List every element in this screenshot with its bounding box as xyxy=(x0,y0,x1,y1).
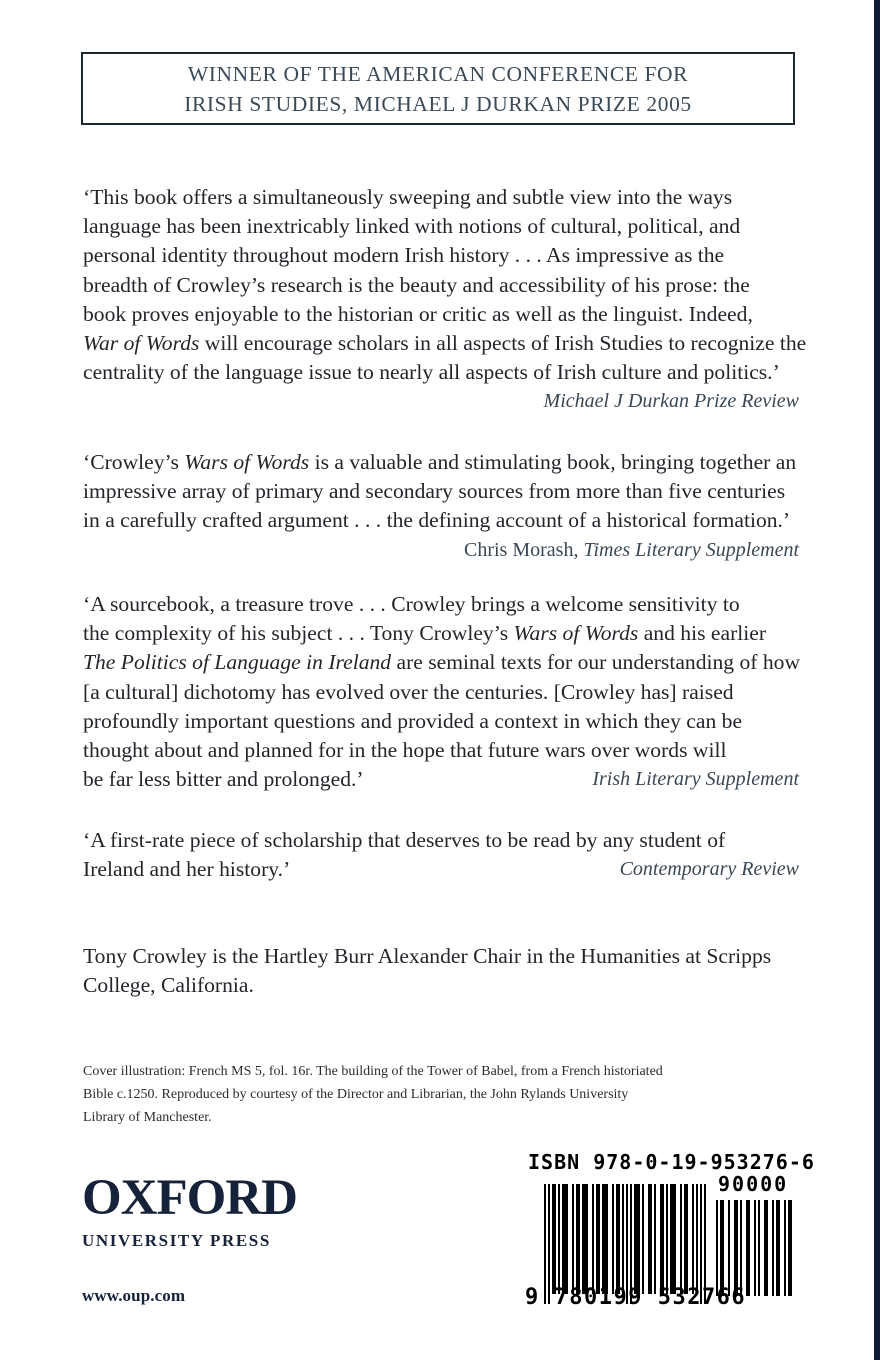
quote-text: the complexity of his subject . . . Tony Crowley’s xyxy=(83,621,514,646)
credit-line: Cover illustration: French MS 5, fol. 16r. The building of the Tower of Babel, from a French historiated xyxy=(83,1064,663,1079)
review-quote-3 xyxy=(83,590,799,794)
book-title: War of Words xyxy=(83,331,200,356)
award-banner xyxy=(81,52,795,125)
publisher-logo xyxy=(82,1172,297,1306)
review-quote-4 xyxy=(83,826,799,884)
review-quote-1 xyxy=(83,183,807,417)
attribution-publication: Times Literary Supplement xyxy=(583,538,799,561)
quote-line: personal identity throughout modern Irish history . . . As impressive as the xyxy=(83,243,725,268)
book-title: Wars of Words xyxy=(513,621,639,646)
quote-line: ‘A sourcebook, a treasure trove . . . Crowley brings a welcome sensitivity to xyxy=(83,592,740,616)
quote-line: profoundly important questions and provided a context in which they can be xyxy=(83,708,743,733)
quote-attribution: Contemporary Review xyxy=(619,858,799,881)
quote-line xyxy=(83,855,799,884)
quote-attribution: Michael J Durkan Prize Review xyxy=(543,390,799,413)
quote-attribution: Irish Literary Supplement xyxy=(592,768,799,791)
award-line-1: WINNER OF THE AMERICAN CONFERENCE FOR xyxy=(187,62,689,86)
barcode-addon-number: 90000 xyxy=(718,1172,789,1196)
quote-line xyxy=(83,329,807,358)
quote-line: in a carefully crafted argument . . . the defining account of a historical formation.’ xyxy=(83,508,791,533)
quote-text: and his earlier xyxy=(638,621,767,646)
quote-line xyxy=(83,619,799,648)
quote-text: are seminal texts for our understanding of how xyxy=(391,650,801,675)
cover-illustration-credit xyxy=(83,1060,783,1129)
quote-line: book proves enjoyable to the historian or critic as well as the linguist. Indeed, xyxy=(83,301,753,326)
quote-line: impressive array of primary and secondary sources from more than five centuries xyxy=(83,479,786,504)
quote-line: thought about and planned for in the hope that future wars over words will xyxy=(83,738,727,763)
book-title: The Politics of Language in Ireland xyxy=(83,650,392,675)
barcode-ean-number: 9 780199 532766 xyxy=(525,1285,747,1310)
isbn-barcode xyxy=(520,1150,815,1320)
quote-line: breadth of Crowley’s research is the beauty and accessibility of his prose: the xyxy=(83,272,750,297)
quote-line: language has been inextricably linked with notions of cultural, political, and xyxy=(83,214,741,239)
quote-line: ‘This book offers a simultaneously sweeping and subtle view into the ways xyxy=(83,185,733,209)
quote-line: ‘A first-rate piece of scholarship that deserves to be read by any student of xyxy=(83,828,726,852)
attribution-name: Chris Morash, xyxy=(464,538,584,561)
award-line-2: IRISH STUDIES, MICHAEL J DURKAN PRIZE 2005 xyxy=(184,92,692,116)
bio-line: Tony Crowley is the Hartley Burr Alexander Chair in the Humanities at Scripps xyxy=(83,944,772,968)
quote-text: Ireland and her history.’ xyxy=(83,857,291,882)
quote-attribution xyxy=(83,536,799,565)
credit-line: Bible c.1250. Reproduced by courtesy of the Director and Librarian, the John Rylands University xyxy=(83,1087,629,1102)
quote-line: [a cultural] dichotomy has evolved over the centuries. [Crowley has] raised xyxy=(83,679,734,704)
quote-text: be far less bitter and prolonged.’ xyxy=(83,767,364,792)
quote-text: will encourage scholars in all aspects of Irish Studies to recognize the xyxy=(199,331,807,356)
quote-text: is a valuable and stimulating book, bringing together an xyxy=(309,450,797,474)
bio-line: College, California. xyxy=(83,973,254,998)
quote-line xyxy=(83,648,799,677)
quote-line: centrality of the language issue to nearly all aspects of Irish culture and politics.’ xyxy=(83,360,780,385)
publisher-url: www.oup.com xyxy=(82,1286,186,1305)
isbn-label: ISBN 978-0-19-953276-6 xyxy=(528,1150,815,1174)
publisher-name: OXFORD xyxy=(82,1170,297,1226)
quote-text: ‘Crowley’s xyxy=(83,450,185,474)
spine-edge xyxy=(874,0,880,1360)
review-quote-2 xyxy=(83,448,799,565)
publisher-subname: UNIVERSITY PRESS xyxy=(82,1231,271,1250)
quote-line xyxy=(83,448,799,477)
author-bio xyxy=(83,942,799,1000)
credit-line: Library of Manchester. xyxy=(83,1110,212,1125)
book-title: Wars of Words xyxy=(184,450,310,474)
quote-line xyxy=(83,765,799,794)
